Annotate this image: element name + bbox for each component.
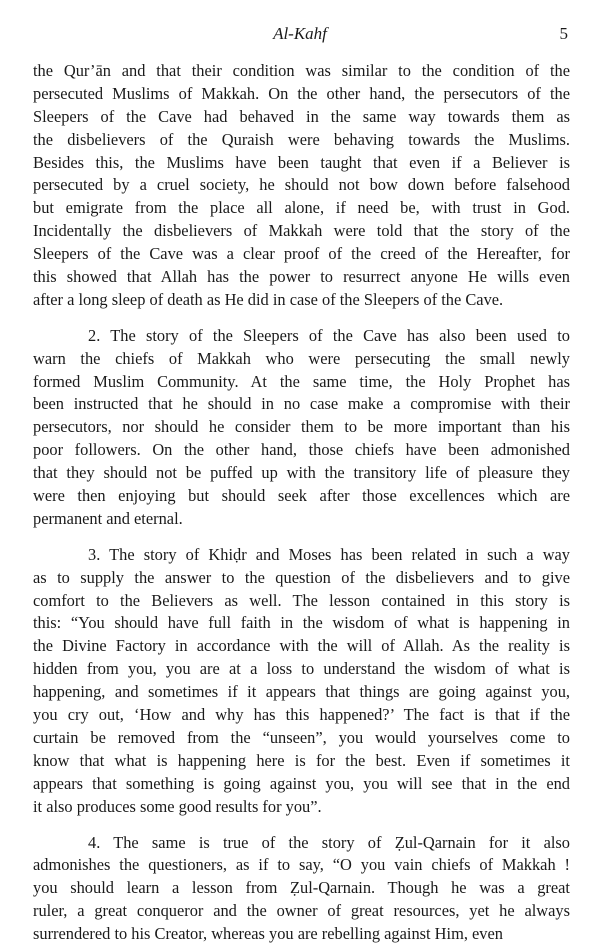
text-line: that they should not be puffed up with the transitory life of pleasure they <box>33 463 570 483</box>
running-head <box>0 24 600 48</box>
text-line: 3. The story of Khiḍr and Moses has been related in such a way <box>88 544 570 564</box>
text-line: ruler, a great conqueror and the owner of great resources, yet he always <box>33 901 570 921</box>
paragraph-3 <box>33 544 570 819</box>
paragraph-gap <box>33 819 570 832</box>
text-line: the Divine Factory in accordance with the will of Allah. As the reality is <box>33 636 570 656</box>
text-line: appears that something is going against you, you will see that in the end <box>33 773 570 793</box>
text-line: Sleepers of the Cave was a clear proof of the creed of the Hereafter, for <box>33 244 570 264</box>
text-line: as to supply the answer to the question of the disbelievers and to give <box>33 567 570 587</box>
text-line: you should learn a lesson from Ẓul-Qarnain. Though he was a great <box>33 878 570 898</box>
paragraph-4 <box>33 832 570 946</box>
page-number: 5 <box>559 24 568 43</box>
text-line: persecuted Muslims of Makkah. On the other hand, the persecutors of the <box>33 83 570 103</box>
text-line: Incidentally the disbelievers of Makkah were told that the story of the <box>33 221 570 241</box>
paragraph-gap <box>33 531 570 544</box>
text-line: happening, and sometimes if it appears that things are going against you, <box>33 682 570 702</box>
text-line: permanent and eternal. <box>33 508 183 528</box>
text-line: Besides this, the Muslims have been taught that even if a Believer is <box>33 152 570 172</box>
text-line: comfort to the Believers as well. The lesson contained in this story is <box>33 590 570 610</box>
text-line: the disbelievers of the Quraish were behaving towards the Muslims. <box>33 129 570 149</box>
text-line: Sleepers of the Cave had behaved in the same way towards them as <box>33 106 570 126</box>
paragraph-2 <box>33 325 570 531</box>
text-line: surrendered to his Creator, whereas you are rebelling against Him, even <box>33 924 503 944</box>
text-line: been instructed that he should in no case make a compromise with their <box>33 394 570 414</box>
paragraph-gap <box>33 312 570 325</box>
text-line: the Qur’ān and that their condition was similar to the condition of the <box>33 61 570 80</box>
text-line: were then enjoying but should seek after those excellences which are <box>33 486 570 506</box>
text-body <box>33 60 570 946</box>
text-line: formed Muslim Community. At the same time, the Holy Prophet has <box>33 371 570 391</box>
text-line: after a long sleep of death as He did in case of the Sleepers of the Cave. <box>33 289 504 309</box>
text-line: know that what is happening here is for the best. Even if sometimes it <box>33 750 570 770</box>
text-line: persecuted by a cruel society, he should not bow down before falsehood <box>33 175 570 195</box>
text-line: but emigrate from the place all alone, if need be, with trust in God. <box>33 198 570 218</box>
text-line: 2. The story of the Sleepers of the Cave has also been used to <box>88 325 570 345</box>
text-line: poor followers. On the other hand, those chiefs have been admonished <box>33 440 570 460</box>
text-line: it also produces some good results for you”. <box>33 796 322 816</box>
text-line: hidden from you, you are at a loss to understand the wisdom of what is <box>33 659 570 679</box>
text-line: this: “You should have full faith in the wisdom of what is happening in <box>33 613 570 633</box>
text-line: warn the chiefs of Makkah who were persecuting the small newly <box>33 348 570 368</box>
text-line: 4. The same is true of the story of Ẓul-Qarnain for it also <box>88 832 570 852</box>
paragraph-1 <box>33 60 570 312</box>
text-line: persecutors, nor should he consider them to be more important than his <box>33 417 570 437</box>
text-line: you cry out, ‘How and why has this happened?’ The fact is that if the <box>33 705 570 725</box>
text-line: admonishes the questioners, as if to say, “O you vain chiefs of Makkah ! <box>33 855 570 875</box>
text-line: this showed that Allah has the power to resurrect anyone He wills even <box>33 267 570 287</box>
running-title: Al-Kahf <box>273 24 327 43</box>
text-line: curtain be removed from the “unseen”, you would yourselves come to <box>33 727 570 747</box>
